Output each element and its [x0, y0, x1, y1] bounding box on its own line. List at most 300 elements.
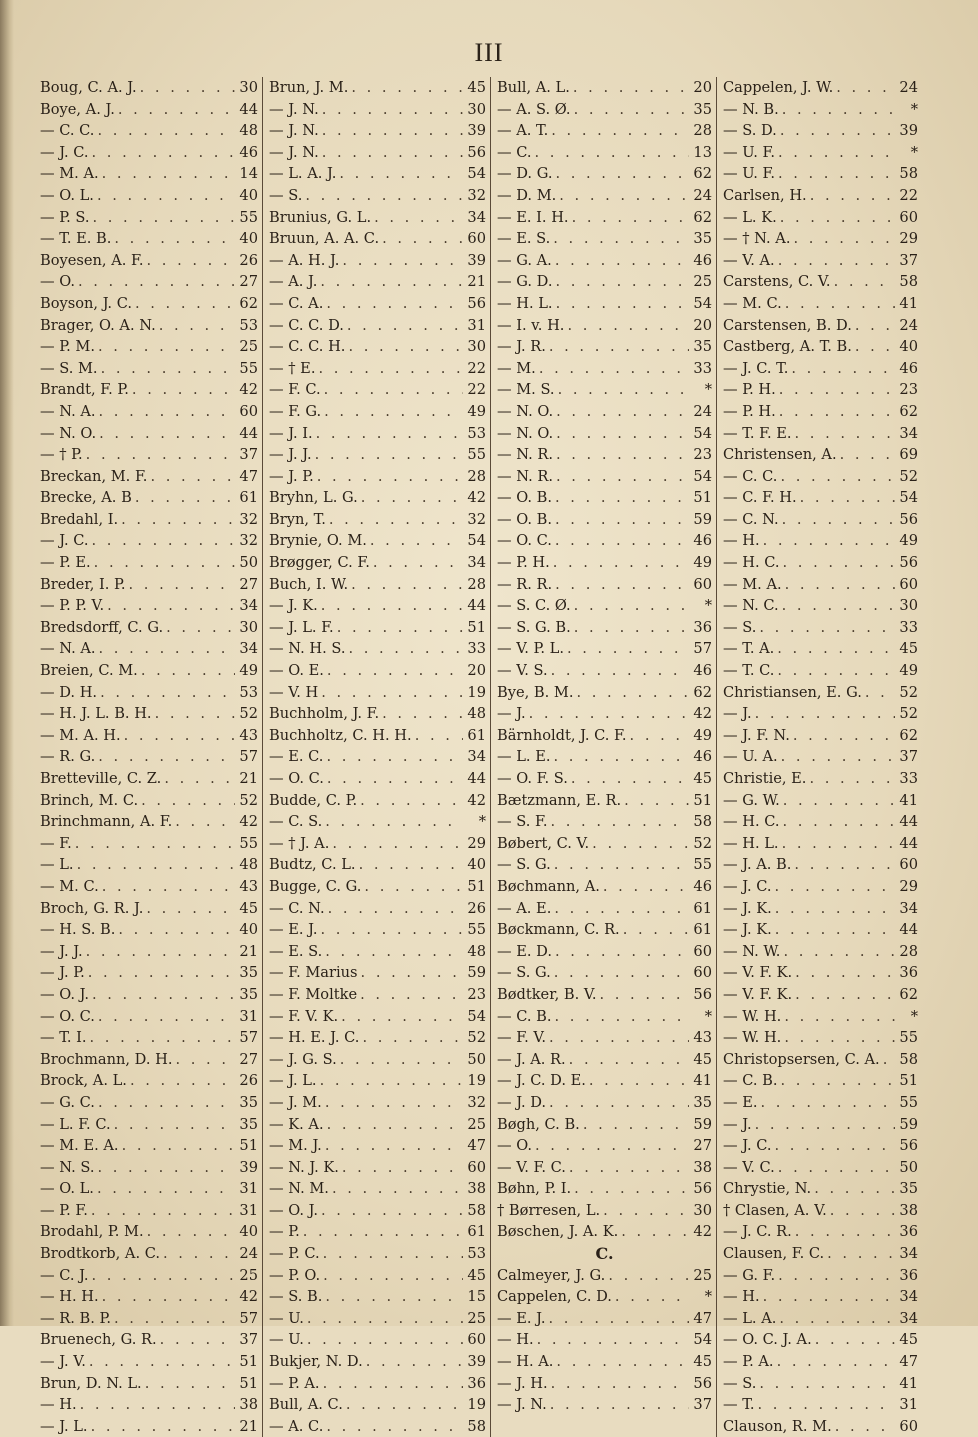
- dot-leader: [776, 401, 896, 423]
- entry-name: — L. E.: [497, 748, 551, 766]
- index-entry: [723, 660, 918, 682]
- index-entry: [497, 142, 712, 164]
- entry-page-number: 57: [239, 1029, 258, 1047]
- entry-page-number: 39: [467, 122, 486, 140]
- dot-leader: [797, 487, 896, 509]
- entry-name: — C. B.: [723, 1072, 778, 1090]
- index-entry: [40, 919, 258, 941]
- dot-leader: [618, 1221, 689, 1243]
- dot-leader: [319, 120, 464, 142]
- dot-leader: [586, 1070, 690, 1092]
- dot-leader: [827, 1200, 896, 1222]
- entry-name: Bruun, A. A. C.: [269, 230, 380, 248]
- dot-leader: [115, 99, 236, 121]
- entry-name: — M.: [497, 359, 536, 377]
- entry-name: — M. A.: [723, 575, 782, 593]
- entry-name: — H. S. B.: [40, 921, 116, 939]
- dot-leader: [774, 638, 895, 660]
- entry-name: — V. F. K.: [723, 985, 793, 1003]
- entry-name: — H. E. J. C.: [269, 1029, 360, 1047]
- index-entry: [40, 207, 258, 229]
- entry-name: — † P.: [40, 446, 83, 464]
- entry-name: Brodtkorb, A. C.: [40, 1245, 161, 1263]
- entry-page-number: 60: [239, 402, 258, 420]
- dot-leader: [547, 811, 689, 833]
- entry-page-number: 20: [693, 79, 712, 96]
- entry-page-number: 30: [239, 618, 258, 636]
- entry-page-number: 50: [239, 554, 258, 572]
- entry-name: — J. A. R.: [497, 1050, 566, 1068]
- dot-leader: [772, 919, 896, 941]
- entry-page-number: 27: [239, 273, 258, 291]
- index-entry: [723, 898, 918, 920]
- dot-leader: [620, 919, 690, 941]
- dot-leader: [552, 487, 689, 509]
- entry-page-number: 45: [693, 1353, 712, 1371]
- dot-leader: [880, 1049, 896, 1071]
- entry-page-number: 40: [239, 921, 258, 939]
- entry-name: — A. H. J.: [269, 251, 340, 269]
- dot-leader: [337, 1049, 464, 1071]
- dot-leader: [363, 1351, 464, 1373]
- entry-page-number: 20: [467, 662, 486, 680]
- entry-page-number: 43: [239, 877, 258, 895]
- dot-leader: [775, 1157, 896, 1179]
- dot-leader: [600, 1200, 689, 1222]
- entry-name: — G. W.: [723, 791, 780, 809]
- dot-leader: [357, 790, 463, 812]
- index-entry: [497, 660, 712, 682]
- dot-leader: [345, 638, 463, 660]
- entry-name: — S. G.: [497, 856, 551, 874]
- entry-page-number: 36: [467, 1374, 486, 1392]
- dot-leader: [564, 315, 689, 337]
- index-entry: [40, 271, 258, 293]
- entry-page-number: 38: [239, 1396, 258, 1414]
- entry-page-number: 46: [693, 877, 712, 895]
- entry-name: Bryn, T.: [269, 510, 326, 528]
- entry-name: — R. B. P.: [40, 1309, 112, 1327]
- dot-leader: [589, 833, 689, 855]
- entry-page-number: 51: [239, 1374, 258, 1392]
- dot-leader: [95, 1092, 235, 1114]
- entry-name: — N. R.: [497, 446, 553, 464]
- index-entry: [723, 1200, 918, 1222]
- entry-name: Bøckmann, C. R.: [497, 921, 620, 939]
- index-entry: [269, 1114, 486, 1136]
- entry-page-number: 47: [467, 1137, 486, 1155]
- entry-page-number: 51: [239, 1353, 258, 1371]
- entry-page-number: 49: [467, 402, 486, 420]
- entry-page-number: 58: [899, 1050, 918, 1068]
- index-entry: [497, 1394, 712, 1416]
- index-entry: [497, 854, 712, 876]
- entry-name: Brun, J. M.: [269, 79, 349, 96]
- entry-name: Boye, A. J.: [40, 100, 115, 118]
- index-entry: [723, 962, 918, 984]
- entry-page-number: 44: [467, 770, 486, 787]
- entry-page-number: 19: [467, 1072, 486, 1090]
- entry-page-number: 22: [899, 186, 918, 204]
- dot-leader: [317, 271, 463, 293]
- entry-page-number: 38: [899, 1201, 918, 1219]
- entry-page-number: 61: [467, 726, 486, 744]
- entry-name: Boug, C. A. J.: [40, 79, 137, 96]
- entry-name: — H. J. L. B. H.: [40, 705, 152, 723]
- entry-page-number: 57: [693, 640, 712, 658]
- entry-name: — H.: [497, 1331, 534, 1349]
- entry-name: Brun, D. N. L.: [40, 1374, 142, 1392]
- dot-leader: [326, 509, 464, 531]
- dot-leader: [806, 768, 895, 790]
- index-entry: [269, 1416, 486, 1437]
- entry-page-number: 45: [693, 1050, 712, 1068]
- index-entry: [497, 530, 712, 552]
- entry-page-number: 35: [239, 985, 258, 1003]
- index-entry: [269, 790, 486, 812]
- book-spine-shadow: [0, 0, 14, 1326]
- entry-page-number: 51: [467, 618, 486, 636]
- dot-leader: [788, 358, 895, 380]
- entry-name: — M. E. A.: [40, 1137, 119, 1155]
- dot-leader: [832, 1416, 896, 1437]
- entry-name: Breder, I. P.: [40, 575, 126, 593]
- index-entry: [723, 142, 918, 164]
- entry-name: — N. B.: [723, 100, 779, 118]
- entry-page-number: 21: [467, 273, 486, 291]
- entry-page-number: 35: [693, 230, 712, 248]
- index-entry: [723, 1329, 918, 1351]
- entry-page-number: 40: [239, 1223, 258, 1241]
- dot-leader: [550, 552, 690, 574]
- entry-page-number: 32: [467, 1093, 486, 1111]
- index-entry: [40, 1006, 258, 1028]
- index-entry: [40, 833, 258, 855]
- dot-leader: [320, 1243, 464, 1265]
- entry-name: — E. D.: [497, 942, 552, 960]
- entry-name: Brinch, M. C.: [40, 791, 139, 809]
- entry-page-number: 62: [693, 683, 712, 701]
- entry-page-number: 32: [467, 186, 486, 204]
- entry-name: Christie, E.: [723, 770, 807, 787]
- index-entry: [497, 811, 712, 833]
- dot-leader: [778, 1070, 896, 1092]
- entry-page-number: 56: [467, 294, 486, 312]
- dot-leader: [552, 250, 690, 272]
- entry-page-number: 42: [239, 1288, 258, 1306]
- entry-page-number: 48: [467, 942, 486, 960]
- entry-page-number: 33: [899, 618, 918, 636]
- index-entry: [497, 1049, 712, 1071]
- entry-page-number: 34: [899, 424, 918, 442]
- entry-page-number: 34: [899, 1288, 918, 1306]
- entry-name: — J. V.: [40, 1353, 86, 1371]
- dot-leader: [334, 617, 464, 639]
- index-entry: [723, 811, 918, 833]
- index-entry: [723, 185, 918, 207]
- index-columns: [40, 77, 922, 1437]
- entry-page-number: 30: [239, 79, 258, 96]
- dot-leader: [320, 1265, 463, 1287]
- index-entry: [40, 768, 258, 790]
- dot-leader: [318, 682, 463, 704]
- dot-leader: [779, 595, 896, 617]
- entry-name: — S. C. Ø.: [497, 597, 571, 615]
- entry-page-number: 36: [899, 1223, 918, 1241]
- index-column: [716, 77, 922, 1437]
- dot-leader: [780, 811, 896, 833]
- dot-leader: [852, 315, 896, 337]
- dot-leader: [173, 1049, 236, 1071]
- entry-name: Bøbert, C. V.: [497, 834, 590, 852]
- index-entry: [497, 1178, 712, 1200]
- index-entry: [40, 746, 258, 768]
- entry-name: Cappelen, C. D.: [497, 1288, 612, 1306]
- entry-name: — F. Marius: [269, 964, 358, 982]
- index-entry: [40, 876, 258, 898]
- index-entry: [269, 638, 486, 660]
- entry-name: — E. S.: [497, 230, 551, 248]
- index-entry: [269, 163, 486, 185]
- entry-page-number: 54: [467, 532, 486, 550]
- index-entry: [269, 358, 486, 380]
- entry-name: — J. C. D. E.: [497, 1072, 586, 1090]
- dot-leader: [756, 617, 895, 639]
- entry-name: — S. M.: [40, 359, 98, 377]
- entry-page-number: 27: [693, 1137, 712, 1155]
- entry-name: — T. A.: [723, 640, 775, 658]
- dot-leader: [379, 228, 463, 250]
- entry-page-number: 25: [467, 1115, 486, 1133]
- dot-leader: [550, 228, 689, 250]
- entry-name: — M. J.: [269, 1137, 322, 1155]
- dot-leader: [556, 185, 689, 207]
- entry-name: — M. C.: [40, 877, 99, 895]
- dot-leader: [104, 595, 235, 617]
- entry-page-number: 19: [467, 1396, 486, 1414]
- entry-name: — E.: [723, 1093, 758, 1111]
- index-entry: [723, 746, 918, 768]
- index-entry: [269, 1070, 486, 1092]
- dot-leader: [359, 1027, 463, 1049]
- entry-name: — S.: [723, 1374, 757, 1392]
- entry-name: Brinchmann, A. F.: [40, 813, 173, 831]
- index-entry: [40, 185, 258, 207]
- entry-name: — O. E.: [269, 662, 324, 680]
- dot-leader: [99, 876, 236, 898]
- index-entry: [269, 336, 486, 358]
- entry-name: — P. H.: [497, 554, 550, 572]
- index-entry: [40, 1135, 258, 1157]
- dot-leader: [777, 207, 896, 229]
- entry-page-number: *: [910, 143, 918, 161]
- index-entry: [497, 185, 712, 207]
- entry-page-number: 61: [693, 921, 712, 939]
- entry-name: — L. F. C.: [40, 1115, 111, 1133]
- dot-leader: [551, 898, 689, 920]
- entry-page-number: 59: [693, 510, 712, 528]
- entry-name: Budtz, C. L.: [269, 856, 356, 874]
- index-entry: [269, 1221, 486, 1243]
- index-entry: [497, 487, 712, 509]
- index-entry: [269, 1049, 486, 1071]
- dot-leader: [775, 142, 896, 164]
- entry-name: — C. C.: [723, 467, 778, 485]
- dot-leader: [778, 746, 896, 768]
- entry-page-number: 62: [899, 726, 918, 744]
- entry-page-number: 62: [899, 985, 918, 1003]
- entry-page-number: 44: [899, 921, 918, 939]
- dot-leader: [89, 1265, 236, 1287]
- index-entry: [497, 358, 712, 380]
- index-entry: [723, 1416, 918, 1437]
- entry-page-number: 61: [693, 899, 712, 917]
- entry-page-number: 42: [467, 489, 486, 507]
- dot-leader: [94, 120, 235, 142]
- entry-page-number: 13: [693, 143, 712, 161]
- index-entry: [40, 142, 258, 164]
- entry-page-number: 37: [693, 1396, 712, 1414]
- entry-page-number: 31: [239, 1180, 258, 1198]
- dot-leader: [323, 293, 463, 315]
- dot-leader: [90, 207, 236, 229]
- entry-name: — D. G.: [497, 165, 553, 183]
- entry-name: — O. L.: [40, 1180, 94, 1198]
- dot-leader: [552, 1006, 690, 1028]
- entry-name: Brodahl, P. M.: [40, 1223, 144, 1241]
- index-entry: [40, 1243, 258, 1265]
- entry-page-number: 53: [467, 424, 486, 442]
- entry-page-number: 44: [239, 424, 258, 442]
- entry-page-number: 28: [467, 575, 486, 593]
- dot-leader: [367, 530, 464, 552]
- entry-page-number: 52: [899, 467, 918, 485]
- index-entry: [497, 833, 712, 855]
- entry-name: — F.: [40, 834, 72, 852]
- index-entry: [497, 962, 712, 984]
- entry-name: — † E.: [269, 359, 316, 377]
- entry-name: — P. M.: [40, 338, 95, 356]
- entry-page-number: 24: [899, 79, 918, 96]
- index-entry: [269, 617, 486, 639]
- index-entry: [40, 1114, 258, 1136]
- index-entry: [723, 1135, 918, 1157]
- index-entry: [269, 962, 486, 984]
- entry-page-number: 25: [239, 1266, 258, 1284]
- index-column: [490, 77, 716, 1437]
- entry-page-number: 46: [899, 359, 918, 377]
- index-entry: [723, 163, 918, 185]
- index-entry: [40, 682, 258, 704]
- dot-leader: [318, 1200, 463, 1222]
- index-entry: [723, 941, 918, 963]
- entry-name: — E. J.: [497, 1309, 546, 1327]
- dot-leader: [752, 703, 896, 725]
- dot-leader: [323, 1416, 463, 1437]
- dot-leader: [546, 1092, 689, 1114]
- entry-name: — J. L.: [269, 1072, 317, 1090]
- entry-page-number: 60: [693, 942, 712, 960]
- dot-leader: [552, 574, 689, 596]
- entry-name: — V. F. K.: [723, 964, 793, 982]
- index-entry: [723, 1070, 918, 1092]
- entry-page-number: 34: [467, 748, 486, 766]
- index-entry: [723, 833, 918, 855]
- index-entry: [269, 574, 486, 596]
- entry-name: Bruenech, G. R.: [40, 1331, 157, 1349]
- entry-page-number: 59: [693, 1115, 712, 1133]
- index-entry: [269, 703, 486, 725]
- entry-page-number: 55: [467, 921, 486, 939]
- entry-name: — O.: [40, 273, 75, 291]
- entry-name: — V. F. C.: [497, 1158, 566, 1176]
- entry-page-number: 43: [239, 726, 258, 744]
- dot-leader: [536, 358, 690, 380]
- dot-leader: [322, 1092, 464, 1114]
- entry-name: Breckan, M. F.: [40, 467, 148, 485]
- dot-leader: [532, 142, 690, 164]
- entry-name: — U. F.: [723, 165, 775, 183]
- index-entry: [269, 898, 486, 920]
- dot-leader: [318, 595, 464, 617]
- index-entry: [269, 941, 486, 963]
- index-entry: [723, 638, 918, 660]
- entry-page-number: 45: [239, 899, 258, 917]
- index-entry: [269, 401, 486, 423]
- entry-name: — V. H: [269, 683, 319, 701]
- entry-name: — N. M.: [269, 1180, 329, 1198]
- entry-name: — P.: [269, 1223, 300, 1241]
- entry-page-number: 14: [239, 165, 258, 183]
- index-entry: [497, 207, 712, 229]
- entry-page-number: 40: [899, 338, 918, 356]
- entry-page-number: 44: [239, 100, 258, 118]
- dot-leader: [777, 120, 896, 142]
- entry-name: — N. J. K.: [269, 1158, 339, 1176]
- dot-leader: [156, 315, 236, 337]
- entry-page-number: 31: [899, 1396, 918, 1414]
- entry-page-number: 55: [899, 1029, 918, 1047]
- index-entry: [723, 876, 918, 898]
- entry-name: Calmeyer, J. G.: [497, 1266, 606, 1284]
- dot-leader: [782, 574, 896, 596]
- entry-name: — O. F. S.: [497, 770, 568, 787]
- dot-leader: [89, 984, 235, 1006]
- dot-leader: [552, 941, 689, 963]
- entry-name: † Børresen, L.: [497, 1201, 601, 1219]
- entry-page-number: 52: [693, 834, 712, 852]
- index-entry: [723, 919, 918, 941]
- dot-leader: [777, 466, 895, 488]
- dot-leader: [551, 962, 690, 984]
- entry-page-number: 42: [467, 791, 486, 809]
- dot-leader: [612, 1286, 690, 1308]
- entry-page-number: 54: [693, 1331, 712, 1349]
- dot-leader: [792, 1221, 896, 1243]
- index-entry: [40, 1265, 258, 1287]
- index-entry: [269, 142, 486, 164]
- entry-page-number: 45: [693, 770, 712, 787]
- index-entry: [269, 77, 486, 99]
- dot-leader: [566, 1049, 690, 1071]
- entry-name: Boyson, J. C.: [40, 294, 132, 312]
- index-entry: [40, 574, 258, 596]
- entry-name: Budde, C. P.: [269, 791, 358, 809]
- entry-page-number: 57: [239, 748, 258, 766]
- entry-name: — S.: [269, 186, 303, 204]
- entry-name: — H. H.: [40, 1288, 99, 1306]
- entry-name: — P. E.: [40, 554, 91, 572]
